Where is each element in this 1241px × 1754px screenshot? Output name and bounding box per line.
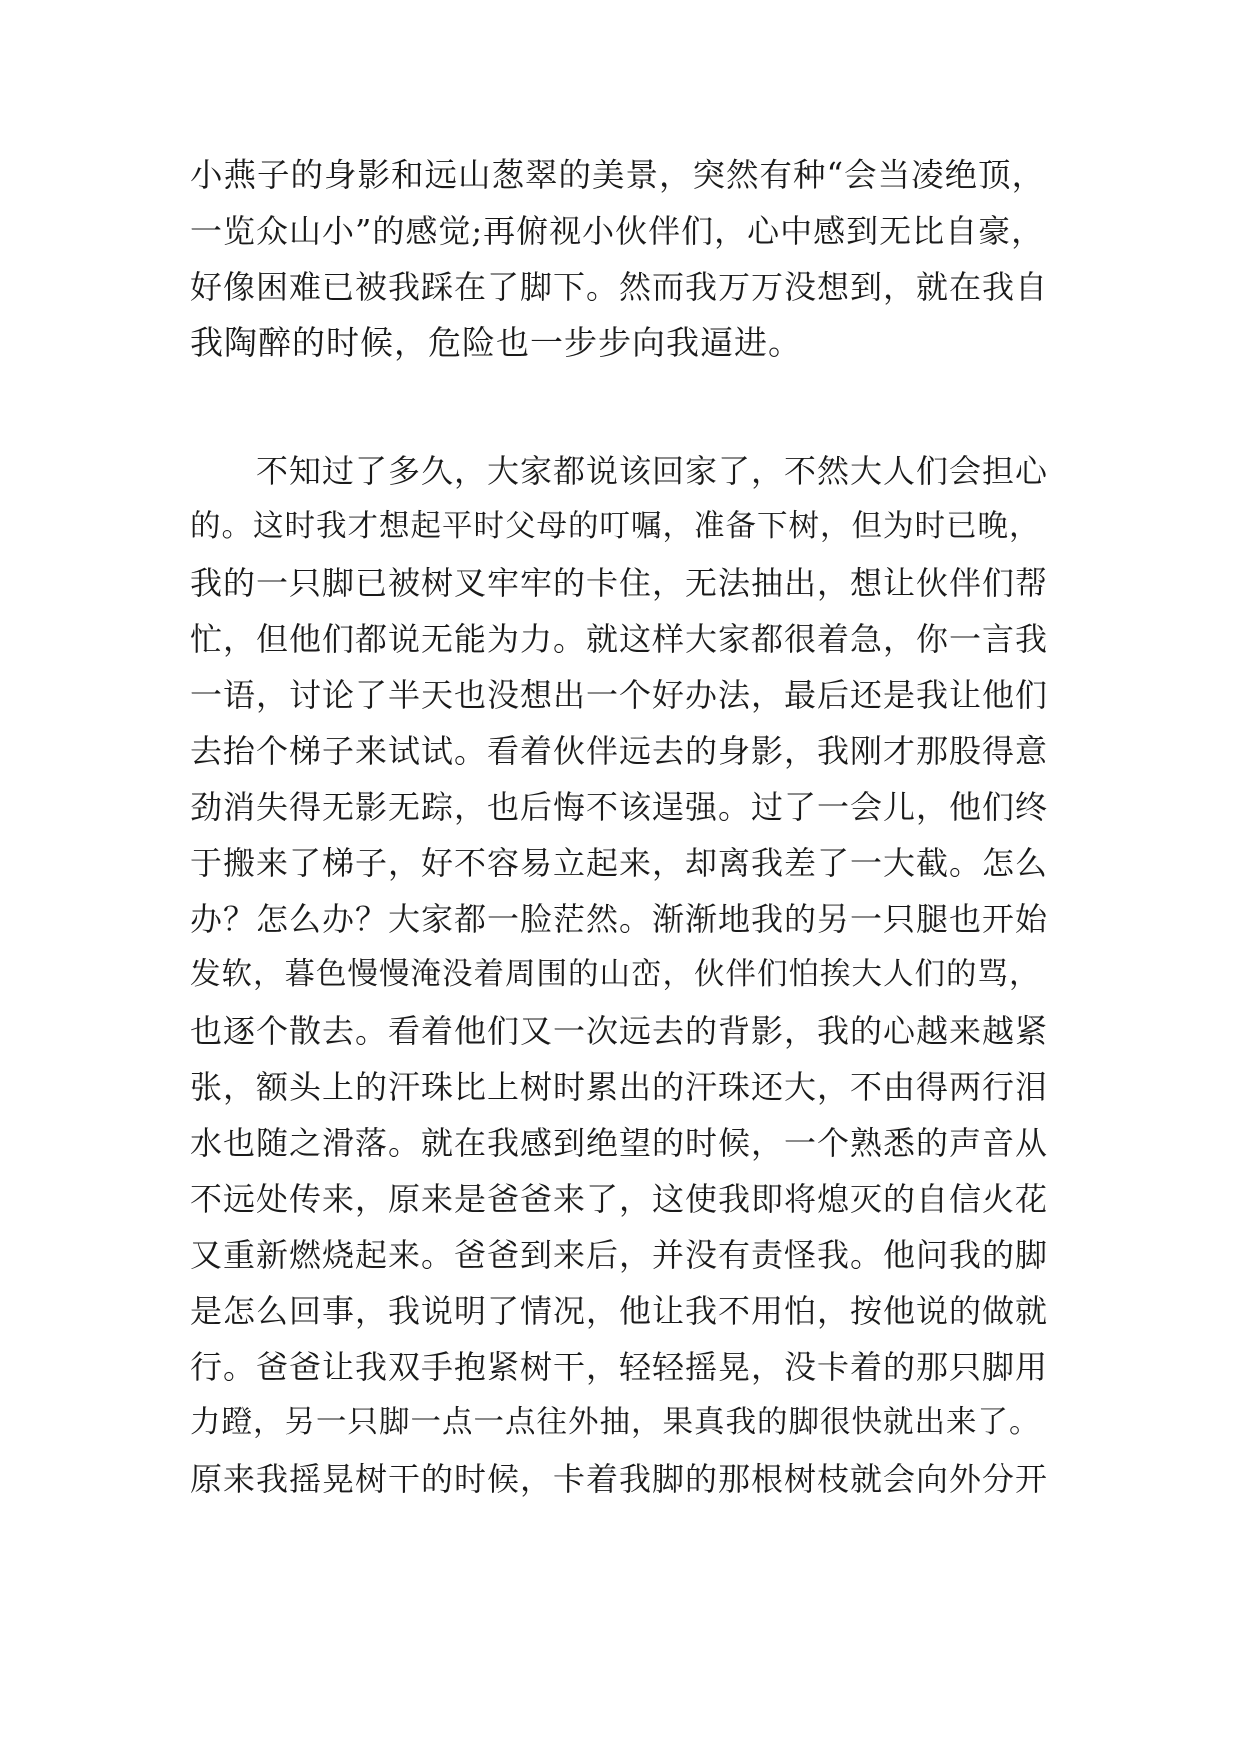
text-line: 好像困难已被我踩在了脚下。然而我万万没想到，就在我自 — [190, 268, 1049, 306]
text-line: 一语，讨论了半天也没想出一个好办法，最后还是我让他们 — [190, 676, 1049, 714]
text-line: 办？怎么办？大家都一脸茫然。渐渐地我的另一只腿也开始 — [190, 900, 1049, 938]
text-line: 去抬个梯子来试试。看着伙伴远去的身影，我刚才那股得意 — [190, 732, 1049, 770]
text-line: 于搬来了梯子，好不容易立起来，却离我差了一大截。怎么 — [190, 844, 1049, 882]
text-line: 小燕子的身影和远山葱翠的美景，突然有种“会当凌绝顶， — [190, 156, 1046, 194]
text-line: 水也随之滑落。就在我感到绝望的时候，一个熟悉的声音从 — [190, 1124, 1049, 1162]
text-line: 我的一只脚已被树叉牢牢的卡住，无法抽出，想让伙伴们帮 — [190, 564, 1049, 602]
text-line: 是怎么回事，我说明了情况，他让我不用怕，按他说的做就 — [190, 1292, 1049, 1330]
text-line: 劲消失得无影无踪，也后悔不该逞强。过了一会儿，他们终 — [190, 788, 1049, 826]
text-line: 原来我摇晃树干的时候，卡着我脚的那根树枝就会向外分开 — [190, 1460, 1049, 1498]
text-line: 力蹬，另一只脚一点一点往外抽，果真我的脚很快就出来了。 — [190, 1405, 1041, 1440]
text-line: 不知过了多久，大家都说该回家了，不然大人们会担心 — [256, 452, 1049, 490]
text-line: 忙，但他们都说无能为力。就这样大家都很着急，你一言我 — [190, 620, 1049, 658]
text-line: 张，额头上的汗珠比上树时累出的汗珠还大，不由得两行泪 — [190, 1068, 1049, 1106]
text-line: 也逐个散去。看着他们又一次远去的背影，我的心越来越紧 — [190, 1012, 1049, 1050]
text-line: 的。这时我才想起平时父母的叮嘱，准备下树，但为时已晚， — [190, 509, 1041, 544]
text-line: 发软，暮色慢慢淹没着周围的山峦，伙伴们怕挨大人们的骂， — [190, 957, 1041, 992]
text-line: 一览众山小”的感觉;再俯视小伙伴们，心中感到无比自豪， — [190, 212, 1045, 250]
text-line: 不远处传来，原来是爸爸来了，这使我即将熄灭的自信火花 — [190, 1180, 1049, 1218]
text-line: 行。爸爸让我双手抱紧树干，轻轻摇晃，没卡着的那只脚用 — [190, 1348, 1049, 1386]
text-line: 又重新燃烧起来。爸爸到来后，并没有责怪我。他问我的脚 — [190, 1236, 1049, 1274]
text-line: 我陶醉的时候，危险也一步步向我逼进。 — [190, 323, 802, 362]
